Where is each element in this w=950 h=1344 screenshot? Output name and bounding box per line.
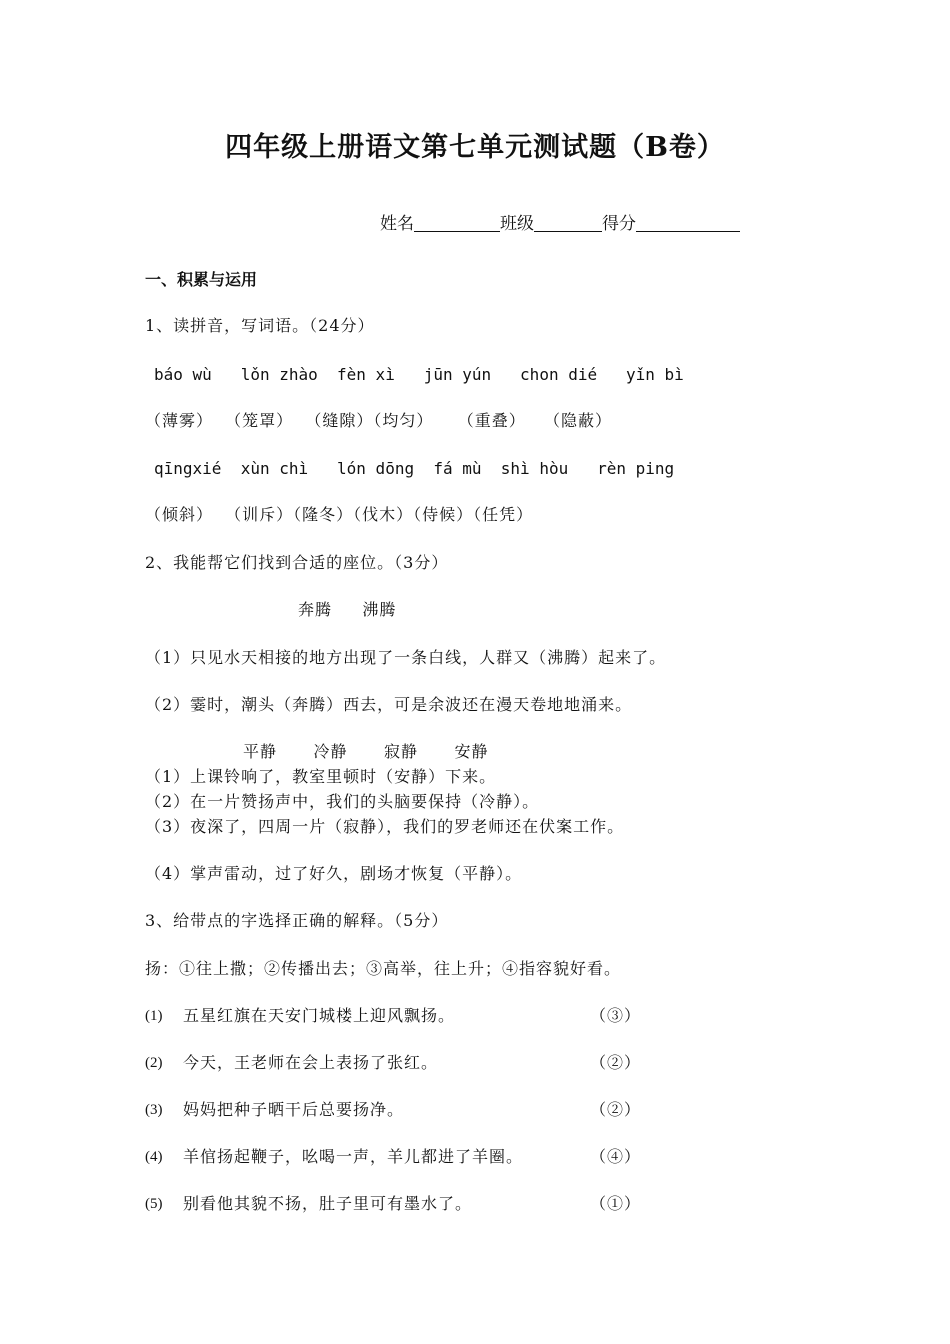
item-text: 妈妈把种子晒干后总要扬净。 [183,1100,405,1119]
definition-line: 扬：①往上撒；②传播出去；③高举，往上升；④指容貌好看。 [145,959,622,978]
item-number: (2) [145,1055,163,1071]
class-label: 班级 [500,214,534,234]
name-label: 姓名 [380,214,414,234]
item-number: (4) [145,1149,163,1165]
score-label: 得分 [602,214,636,234]
sentence-1: （1）只见水天相接的地方出现了一条白线，人群又（沸腾）起来了。 [145,648,667,667]
name-blank [414,214,500,232]
item-text: 今天，王老师在会上表扬了张红。 [183,1053,439,1072]
sentence-2: （2）霎时，潮头（奔腾）西去，可是余波还在漫天卷地地涌来。 [145,695,633,714]
section-heading: 一、积累与运用 [145,270,258,289]
item-answer: （②） [590,1100,642,1119]
item-number: (1) [145,1008,163,1024]
sentence-5: （3）夜深了，四周一片（寂静），我们的罗老师还在伏案工作。 [145,817,625,836]
item-number: (3) [145,1102,163,1118]
page-title: 四年级上册语文第七单元测试题（B卷） [225,132,725,163]
word-choices-1: 奔腾 沸腾 [298,600,397,619]
pinyin-row-2: qīngxié xùn chì lón dōng fá mù shì hòu rèn ping [154,459,675,478]
answer-row-1: （薄雾） （笼罩） （缝隙）（均匀） （重叠） （隐蔽） [145,411,612,430]
item-answer: （④） [590,1147,642,1166]
word-choices-2: 平静 冷静 寂静 安静 [243,742,489,761]
item-answer: （②） [590,1053,642,1072]
item-text: 别看他其貌不扬，肚子里可有墨水了。 [183,1194,473,1213]
question-1-prompt: 1、读拼音，写词语。（24分） [145,316,375,335]
class-blank [534,214,602,232]
answer-row-2: （倾斜） （训斥）（隆冬）（伐木）（侍候）（任凭） [145,505,534,524]
pinyin-row-1: báo wù lǒn zhào fèn xì jūn yún chon dié yǐn bì [154,365,684,384]
sentence-3: （1）上课铃响了，教室里顿时（安静）下来。 [145,767,497,786]
item-answer: （①） [590,1194,642,1213]
item-text: 羊倌扬起鞭子，吆喝一声，羊儿都进了羊圈。 [183,1147,524,1166]
score-blank [636,214,740,232]
question-3-prompt: 3、给带点的字选择正确的解释。（5分） [145,911,449,930]
sentence-4: （2）在一片赞扬声中，我们的头脑要保持（冷静）。 [145,792,540,811]
sentence-6: （4）掌声雷动，过了好久，剧场才恢复（平静）。 [145,864,523,883]
item-answer: （③） [590,1006,642,1025]
student-info-line [380,214,740,233]
item-text: 五星红旗在天安门城楼上迎风飘扬。 [183,1006,456,1025]
question-2-prompt: 2、我能帮它们找到合适的座位。（3分） [145,553,449,572]
item-number: (5) [145,1196,163,1212]
